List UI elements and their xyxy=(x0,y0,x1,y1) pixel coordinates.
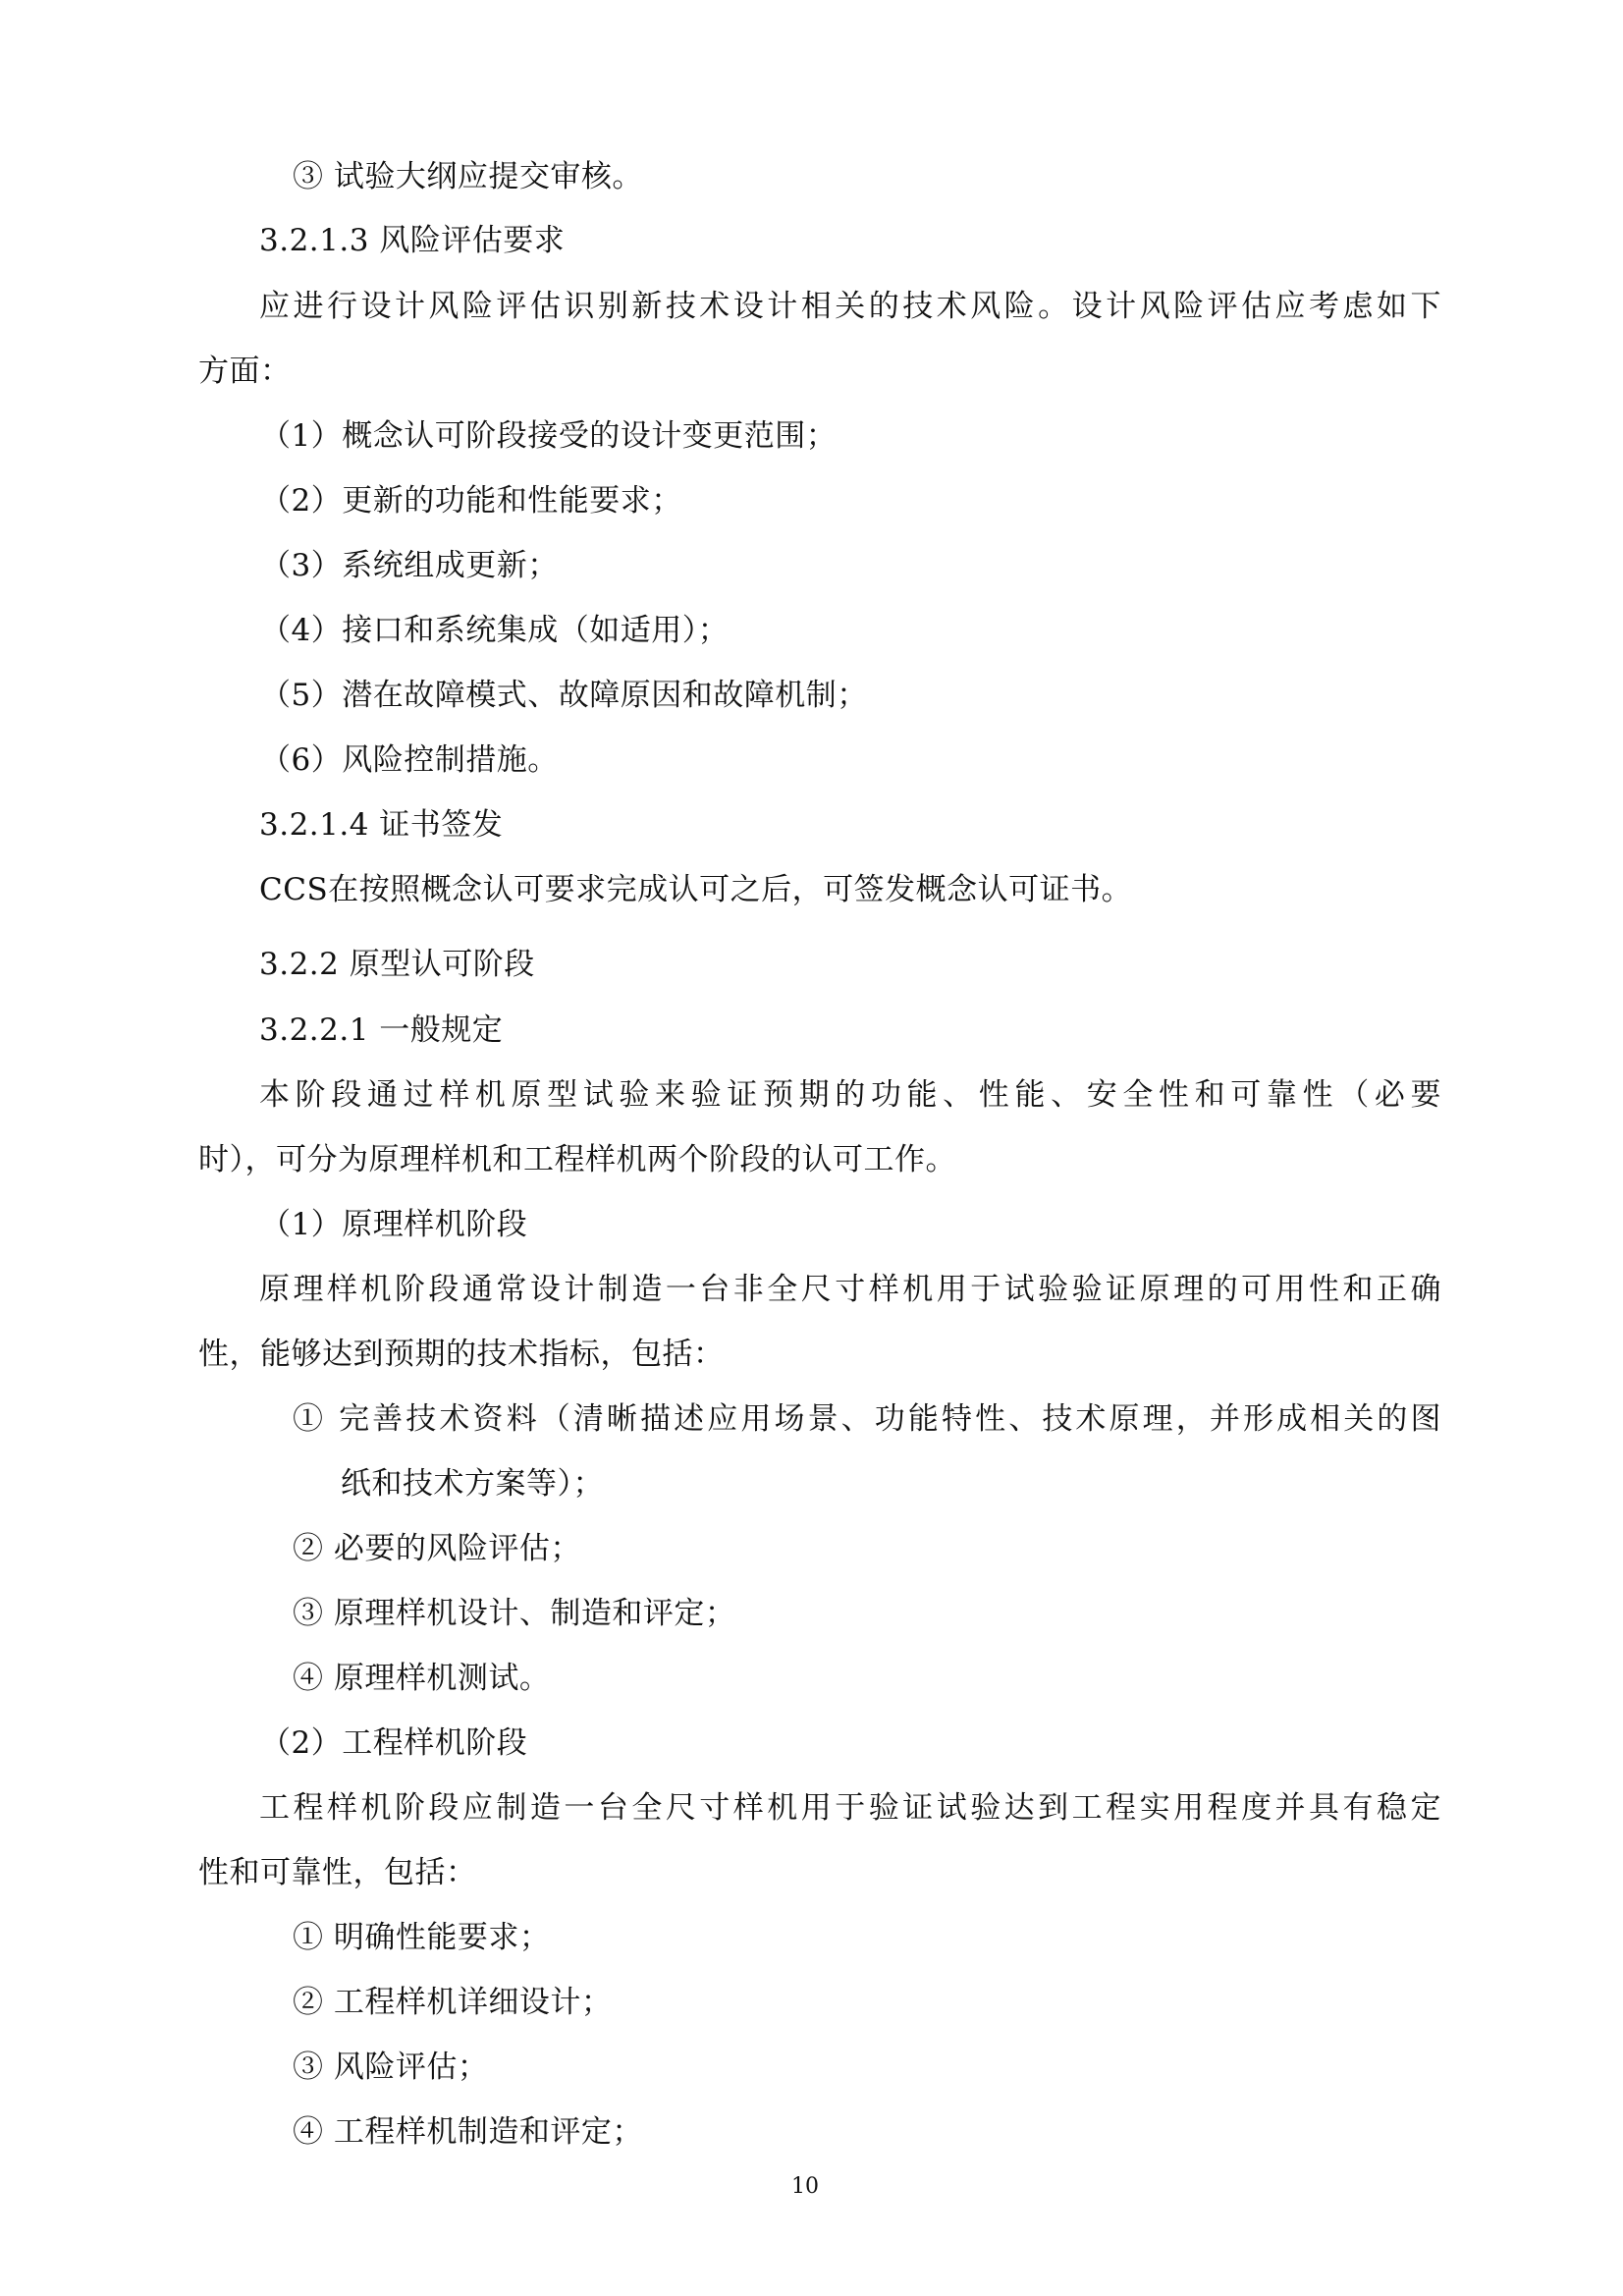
section-heading: 3.2.1.4 证书签发 xyxy=(259,807,504,843)
list-item: ① 明确性能要求； xyxy=(293,1920,551,1955)
list-item: ① 完善技术资料（清晰描述应用场景、功能特性、技术原理，并形成相关的图 xyxy=(293,1401,1441,1437)
paragraph-line: 方面： xyxy=(198,354,292,389)
list-item: ② 必要的风险评估； xyxy=(293,1531,581,1566)
list-item: （2）工程样机阶段 xyxy=(260,1725,528,1761)
list-item: 纸和技术方案等）； xyxy=(341,1466,604,1502)
paragraph-line: CCS在按照概念认可要求完成认可之后，可签发概念认可证书。 xyxy=(259,872,1133,907)
paragraph-line: 时），可分为原理样机和工程样机两个阶段的认可工作。 xyxy=(198,1142,956,1177)
section-heading: 3.2.2 原型认可阶段 xyxy=(259,947,535,982)
section-heading: 3.2.2.1 一般规定 xyxy=(259,1012,504,1048)
paragraph-line: 工程样机阶段应制造一台全尺寸样机用于验证试验达到工程实用程度并具有稳定 xyxy=(259,1790,1441,1826)
paragraph-line: 性，能够达到预期的技术指标，包括： xyxy=(198,1337,725,1372)
list-item: （5）潜在故障模式、故障原因和故障机制； xyxy=(260,678,868,713)
paragraph-line: 本阶段通过样机原型试验来验证预期的功能、性能、安全性和可靠性（必要 xyxy=(259,1077,1441,1113)
list-item: （4）接口和系统集成（如适用）； xyxy=(260,613,730,648)
list-item: ③ 试验大纲应提交审核。 xyxy=(293,159,643,194)
list-item: （1）原理样机阶段 xyxy=(260,1207,528,1242)
list-item: ④ 工程样机制造和评定； xyxy=(293,2114,643,2150)
list-item: ④ 原理样机测试。 xyxy=(293,1661,551,1696)
list-item: ③ 原理样机设计、制造和评定； xyxy=(293,1596,736,1631)
page-number: 10 xyxy=(791,2174,819,2199)
list-item: （6）风险控制措施。 xyxy=(260,742,559,778)
list-item: （2）更新的功能和性能要求； xyxy=(260,483,682,519)
list-item: ② 工程样机详细设计； xyxy=(293,1985,613,2020)
paragraph-line: 原理样机阶段通常设计制造一台非全尺寸样机用于试验验证原理的可用性和正确 xyxy=(259,1272,1441,1307)
list-item: ③ 风险评估； xyxy=(293,2050,489,2085)
section-heading: 3.2.1.3 风险评估要求 xyxy=(259,223,566,258)
list-item: （3）系统组成更新； xyxy=(260,548,559,583)
list-item: （1）概念认可阶段接受的设计变更范围； xyxy=(260,418,838,454)
paragraph-line: 应进行设计风险评估识别新技术设计相关的技术风险。设计风险评估应考虑如下 xyxy=(259,289,1441,324)
paragraph-line: 性和可靠性，包括： xyxy=(198,1855,477,1890)
